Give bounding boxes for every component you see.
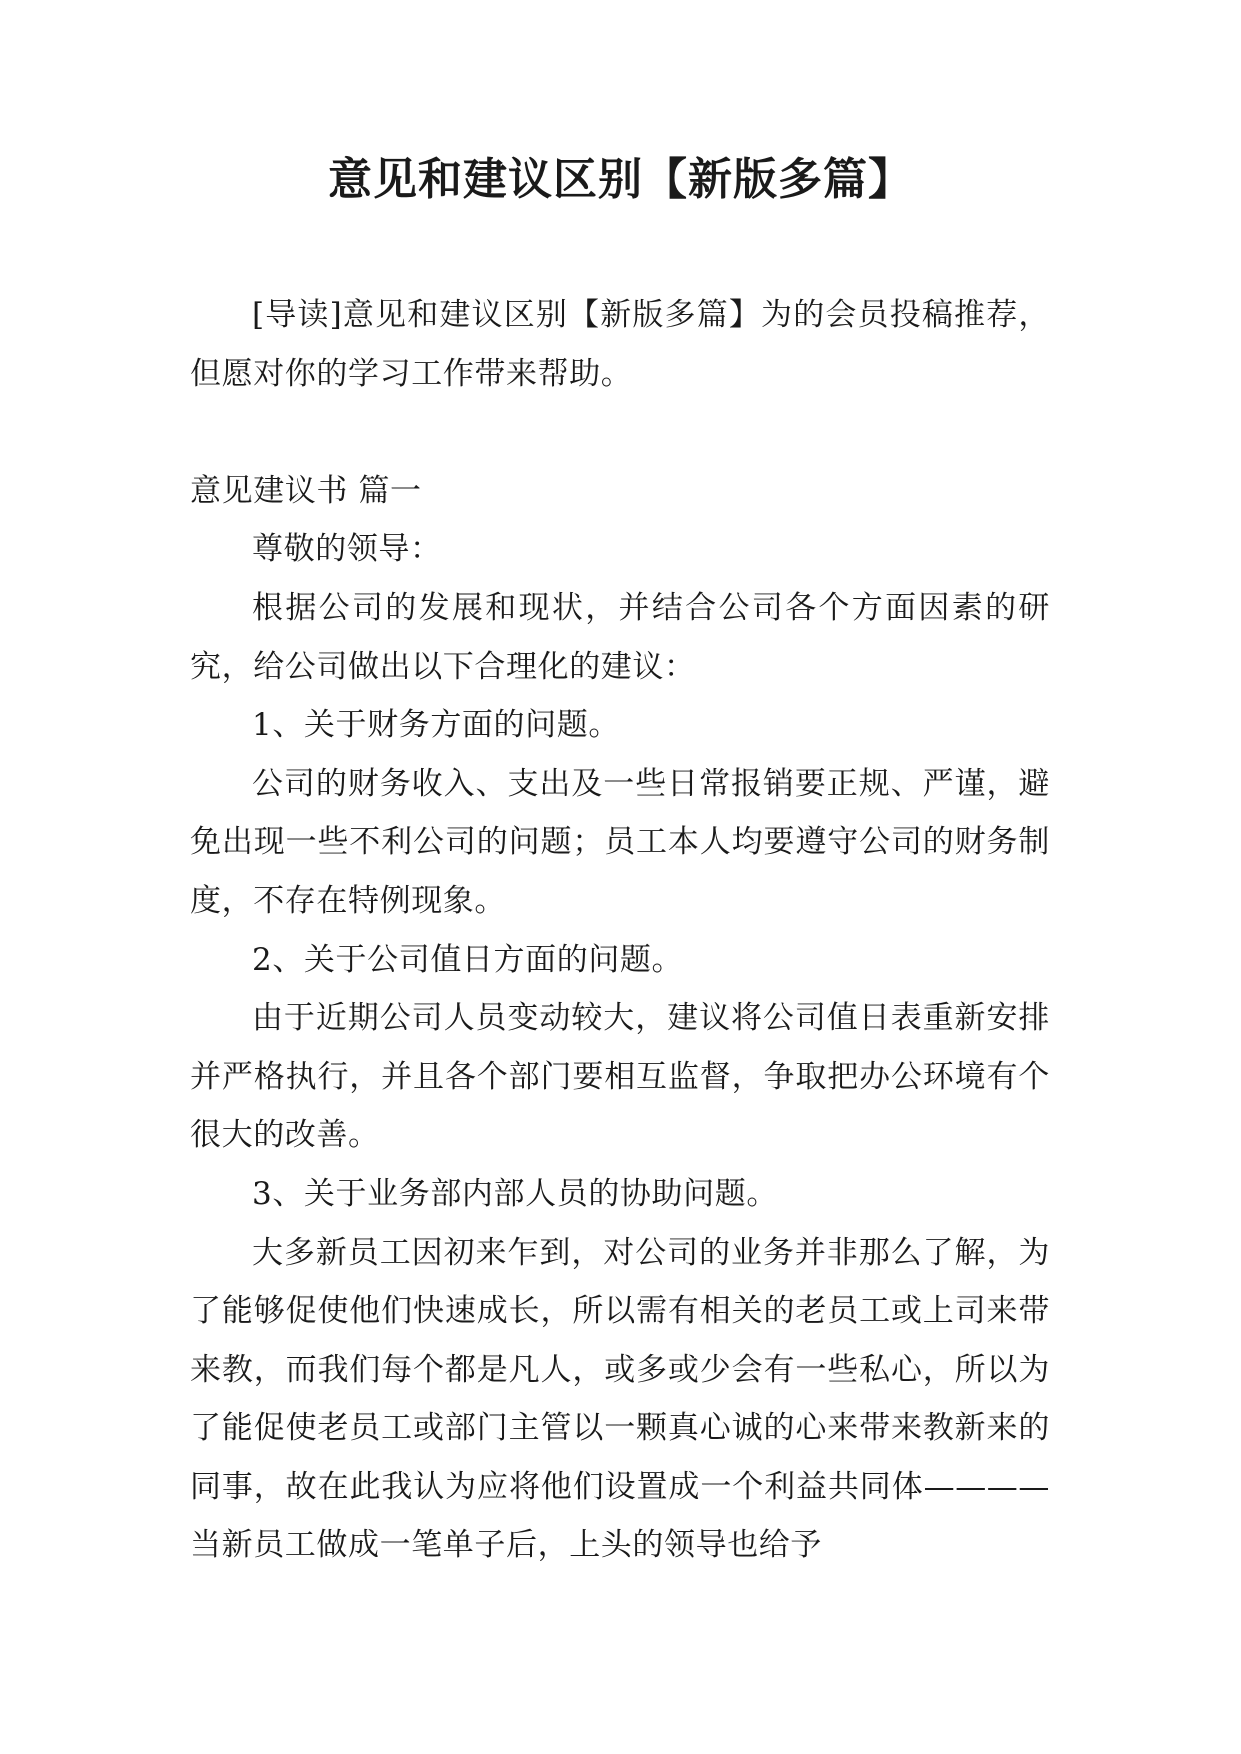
item-heading-assistance: 3、关于业务部内部人员的协助问题。 bbox=[252, 1175, 778, 1212]
section-heading: 意见建议书 篇一 bbox=[190, 472, 422, 509]
spacer bbox=[190, 403, 1050, 462]
body-paragraph: 根据公司的发展和现状，并结合公司各个方面因素的研究，给公司做出以下合理化的建议： bbox=[190, 589, 1050, 685]
body-paragraph: 大多新员工因初来乍到，对公司的业务并非那么了解，为了能够促使他们快速成长，所以需有相关的老员工或上司来带来教，而我们每个都是凡人，或多或少会有一些私心，所以为了能促使老员工或部门主管以一颗真心诚的心来带来教新来的同事，故在此我认为应将他们设置成一个利益共同体————当新员工做成一笔单子后，上头的领导也给予 bbox=[190, 1234, 1050, 1564]
intro-paragraph: [导读]意见和建议区别【新版多篇】为的会员投稿推荐，但愿对你的学习工作带来帮助。 bbox=[190, 297, 1050, 392]
body-paragraph: 公司的财务收入、支出及一些日常报销要正规、严谨，避免出现一些不利公司的问题；员工本人均要遵守公司的财务制度，不存在特例现象。 bbox=[190, 765, 1050, 919]
document-title: 意见和建议区别【新版多篇】 bbox=[328, 154, 913, 205]
salutation: 尊敬的领导： bbox=[252, 531, 442, 568]
body-paragraph: 由于近期公司人员变动较大，建议将公司值日表重新安排并严格执行，并且各个部门要相互监督，争取把办公环境有个很大的改善。 bbox=[190, 1000, 1050, 1154]
document-body bbox=[190, 286, 1050, 1575]
item-heading-finance: 1、关于财务方面的问题。 bbox=[252, 707, 620, 744]
item-heading-duty: 2、关于公司值日方面的问题。 bbox=[252, 941, 684, 978]
